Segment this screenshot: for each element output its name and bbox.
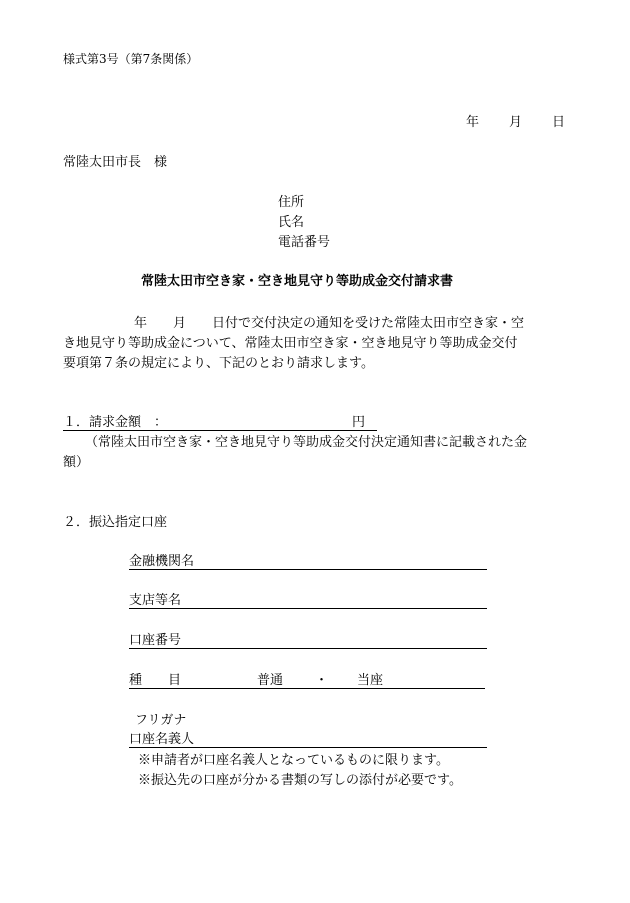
furigana-label: フリガナ [135,713,187,728]
form-number: 様式第3号（第7条関係） [63,52,199,66]
body-line-2: き地見守り等助成金について、常陸太田市空き家・空き地見守り等助成金交付 [63,336,518,351]
applicant-address-label: 住所 [278,195,305,210]
applicant-phone-label: 電話番号 [278,235,331,250]
applicant-name-label: 氏名 [278,215,305,230]
date-day: 日 [552,115,566,130]
bank-account-heading: ２．振込指定口座 [63,515,168,530]
amount-note-line-2: 額） [63,455,90,470]
account-holder-label: 口座名義人 [129,732,195,747]
bank-name-label: 金融機関名 [129,554,195,569]
account-number-label: 口座番号 [129,633,182,648]
amount-note-line-1: （常陸太田市空き家・空き地見守り等助成金交付決定通知書に記載された金 [85,435,528,450]
branch-name-label: 支店等名 [129,593,182,608]
account-holder-field[interactable] [129,733,487,748]
account-holder-note-1: ※申請者が口座名義人となっているものに限ります。 [138,753,449,768]
account-type-ordinary[interactable]: 普通 [257,673,284,688]
body-line-1: 年 月 日付で交付決定の通知を受けた常陸太田市空き家・空 [134,316,525,331]
bank-name-field[interactable] [129,555,487,570]
amount-field[interactable] [63,416,377,431]
branch-name-field[interactable] [129,594,487,609]
account-type-separator: ・ [315,673,329,688]
amount-unit: 円 [352,415,366,430]
addressee: 常陸太田市長 様 [63,155,168,170]
account-number-field[interactable] [129,634,487,649]
account-holder-note-2: ※振込先の口座が分かる書類の写しの添付が必要です。 [138,773,462,788]
account-type-field [129,674,485,689]
document-title: 常陸太田市空き家・空き地見守り等助成金交付請求書 [141,274,454,289]
account-type-label: 種 目 [129,673,182,688]
date-year: 年 [466,115,480,130]
body-line-3: 要項第７条の規定により、下記のとおり請求します。 [63,356,374,371]
account-type-current[interactable]: 当座 [357,673,384,688]
date-month: 月 [509,115,523,130]
amount-label: １．請求金額 ： [63,415,168,430]
